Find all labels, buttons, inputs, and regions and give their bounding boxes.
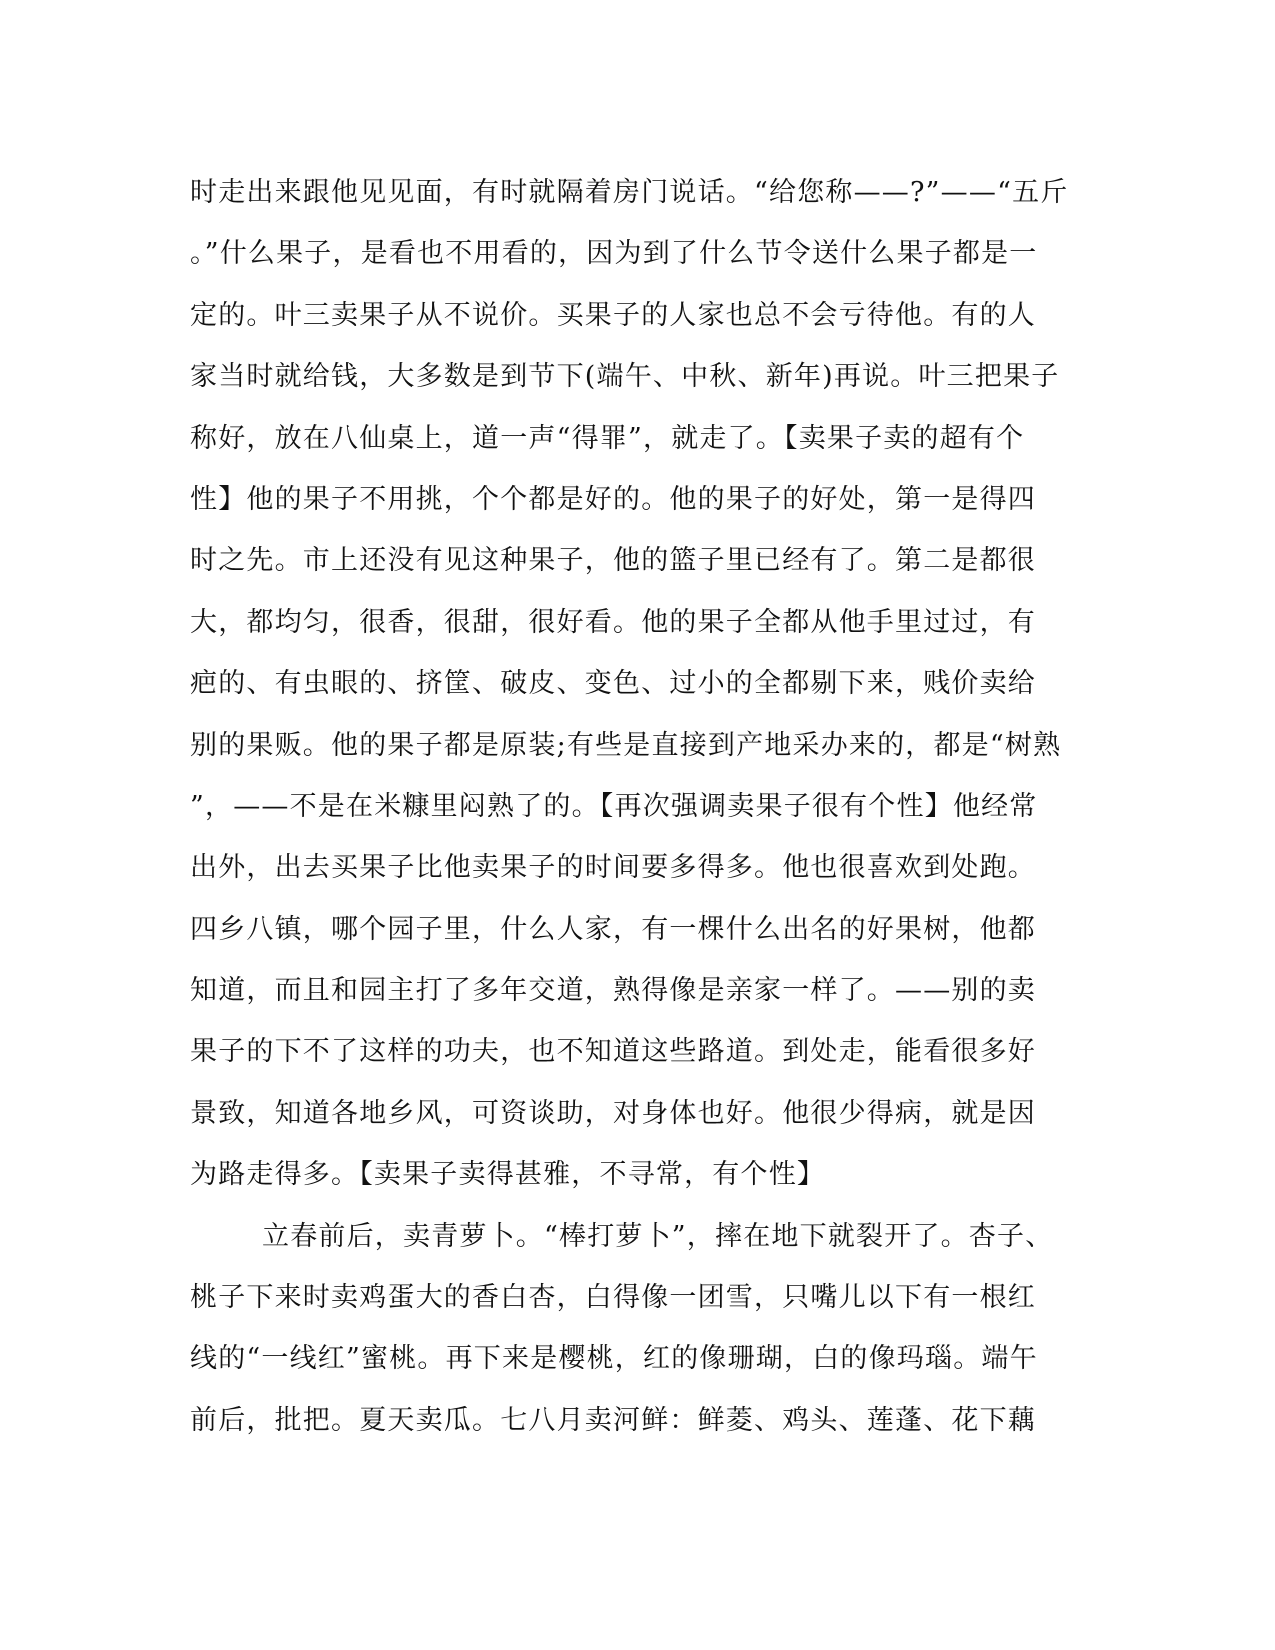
text-line: 性】他的果子不用挑，个个都是好的。他的果子的好处，第一是得四: [190, 483, 1036, 515]
text-line: 知道，而且和园主打了多年交道，熟得像是亲家一样了。——别的卖: [190, 975, 1036, 1007]
text-line: 大，都均匀，很香，很甜，很好看。他的果子全都从他手里过过，有: [190, 606, 1036, 638]
text-line: 定的。叶三卖果子从不说价。买果子的人家也总不会亏待他。有的人: [190, 299, 1036, 331]
text-line: 时之先。市上还没有见这种果子，他的篮子里已经有了。第二是都很: [190, 545, 1036, 577]
text-line: 线的“一线红”蜜桃。再下来是樱桃，红的像珊瑚，白的像玛瑙。端午: [190, 1343, 1038, 1375]
text-line: 为路走得多。【卖果子卖得甚雅，不寻常，有个性】: [190, 1159, 826, 1191]
text-line: 别的果贩。他的果子都是原装;有些是直接到产地采办来的，都是“树熟: [190, 729, 1062, 761]
paragraph-first-line: 立春前后，卖青萝卜。“棒打萝卜”，摔在地下就裂开了。杏子、: [262, 1220, 1054, 1252]
text-line: 出外，出去买果子比他卖果子的时间要多得多。他也很喜欢到处跑。: [190, 852, 1036, 884]
text-line: 。”什么果子，是看也不用看的，因为到了什么节令送什么果子都是一: [190, 238, 1038, 270]
text-line: 时走出来跟他见见面，有时就隔着房门说话。“给您称——?”——“五斤: [190, 177, 1069, 208]
text-line: 前后，批把。夏天卖瓜。七八月卖河鲜：鲜菱、鸡头、莲蓬、花下藕: [190, 1404, 1036, 1436]
text-line: 四乡八镇，哪个园子里，什么人家，有一棵什么出名的好果树，他都: [190, 913, 1036, 945]
text-line: 家当时就给钱，大多数是到节下(端午、中秋、新年)再说。叶三把果子: [190, 361, 1060, 393]
body-text: [190, 162, 1080, 1451]
text-line: 疤的、有虫眼的、挤筐、破皮、变色、过小的全都剔下来，贱价卖给: [190, 668, 1036, 700]
text-line: 景致，知道各地乡风，可资谈助，对身体也好。他很少得病，就是因: [190, 1097, 1036, 1129]
text-line: ”，——不是在米糠里闷熟了的。【再次强调卖果子很有个性】他经常: [190, 790, 1038, 822]
text-line: 称好，放在八仙桌上，道一声“得罪”，就走了。【卖果子卖的超有个: [190, 422, 1025, 454]
text-line: 果子的下不了这样的功夫，也不知道这些路道。到处走，能看很多好: [190, 1036, 1036, 1068]
text-line: 桃子下来时卖鸡蛋大的香白杏，白得像一团雪，只嘴儿以下有一根红: [190, 1282, 1036, 1314]
